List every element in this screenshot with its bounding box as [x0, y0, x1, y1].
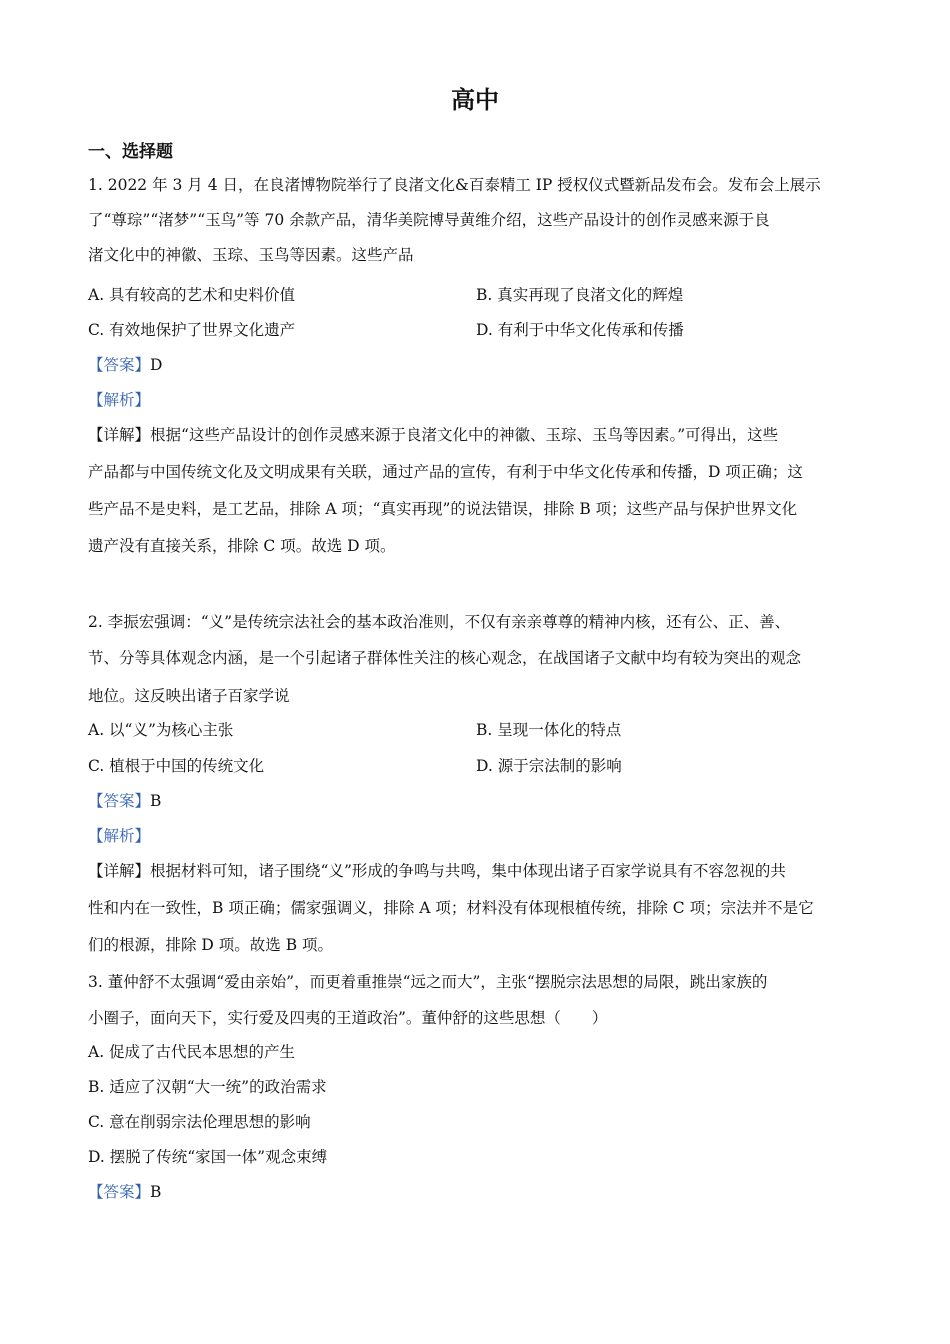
q1-detail-line: 些产品不是史料，是工艺品，排除 A 项；“真实再现”的说法错误，排除 B 项；这些产品与保护世界文化 — [88, 500, 798, 518]
q1-stem-line: 渚文化中的神徽、玉琮、玉鸟等因素。这些产品 — [88, 246, 414, 264]
q3-option-a: A. 促成了古代民本思想的产生 — [88, 1043, 296, 1061]
answer-label: 【答案】 — [88, 356, 151, 374]
q2-answer — [88, 789, 868, 813]
analysis-label: 【解析】 — [88, 391, 151, 409]
q3-answer — [88, 1180, 868, 1204]
q3-stem-line: 小圈子，面向天下，实行爱及四夷的王道政治”。董仲舒的这些思想（ ） — [88, 1009, 608, 1027]
q2-stem-line: 2. 李振宏强调：“义”是传统宗法社会的基本政治准则，不仅有亲亲尊尊的精神内核，还有公、正、善、 — [88, 613, 791, 631]
analysis-label: 【解析】 — [88, 827, 151, 845]
q2-detail-line: 性和内在一致性，B 项正确；儒家强调义，排除 A 项；材料没有体现根植传统，排除 C 项；宗法并不是它 — [88, 899, 814, 917]
answer-label: 【答案】 — [88, 1183, 151, 1201]
q2-detail-line: 们的根源，排除 D 项。故选 B 项。 — [88, 936, 334, 954]
q2-stem-line: 地位。这反映出诸子百家学说 — [88, 687, 290, 705]
detail-label: 【详解】 — [88, 426, 151, 444]
answer-value: B — [150, 1183, 162, 1201]
q1-option-c: C. 有效地保护了世界文化遗产 — [88, 321, 296, 339]
answer-value: B — [150, 792, 162, 810]
q1-answer — [88, 353, 868, 377]
q3-option-d: D. 摆脱了传统“家国一体”观念束缚 — [88, 1148, 328, 1166]
q3-option-b: B. 适应了汉朝“大一统”的政治需求 — [88, 1078, 327, 1096]
q1-option-a: A. 具有较高的艺术和史料价值 — [88, 286, 296, 304]
q3-stem-line: 3. 董仲舒不太强调“爱由亲始”，而更着重推崇“远之而大”，主张“摆脱宗法思想的局限，跳出家族的 — [88, 973, 768, 991]
answer-label: 【答案】 — [88, 792, 151, 810]
q2-stem-line: 节、分等具体观念内涵，是一个引起诸子群体性关注的核心观念，在战国诸子文献中均有较为突出的观念 — [88, 649, 802, 667]
q1-option-b: B. 真实再现了良渚文化的辉煌 — [476, 286, 684, 304]
q1-detail-line: 遗产没有直接关系，排除 C 项。故选 D 项。 — [88, 537, 396, 555]
q1-option-d: D. 有利于中华文化传承和传播 — [476, 321, 684, 339]
q2-option-a: A. 以“义”为核心主张 — [88, 721, 234, 739]
detail-label: 【详解】 — [88, 862, 151, 880]
q1-stem-line: 了“尊琮”“渚梦”“玉鸟”等 70 余款产品，清华美院博导黄维介绍，这些产品设计的创作灵感来源于良 — [88, 211, 770, 229]
q1-stem-line: 1. 2022 年 3 月 4 日，在良渚博物院举行了良渚文化&百泰精工 IP 授权仪式暨新品发布会。发布会上展示 — [88, 176, 821, 194]
detail-text: 根据材料可知，诸子围绕“义”形成的争鸣与共鸣，集中体现出诸子百家学说具有不容忽视的共 — [150, 862, 786, 880]
q2-option-c: C. 植根于中国的传统文化 — [88, 757, 265, 775]
q1-detail-line: 产品都与中国传统文化及文明成果有关联，通过产品的宣传，有利于中华文化传承和传播，D 项正确；这 — [88, 463, 803, 481]
q2-option-d: D. 源于宗法制的影响 — [476, 757, 622, 775]
q1-analysis — [88, 388, 868, 412]
q3-option-c: C. 意在削弱宗法伦理思想的影响 — [88, 1113, 311, 1131]
q2-option-b: B. 呈现一体化的特点 — [476, 721, 622, 739]
detail-text: 根据“这些产品设计的创作灵感来源于良渚文化中的神徽、玉琮、玉鸟等因素。”可得出，这些 — [150, 426, 779, 444]
page-title: 高中 — [451, 85, 499, 114]
answer-value: D — [150, 356, 163, 374]
section-heading: 一、选择题 — [88, 142, 173, 162]
q2-detail-line — [88, 859, 868, 883]
q1-detail-line — [88, 423, 868, 447]
q2-analysis — [88, 824, 868, 848]
